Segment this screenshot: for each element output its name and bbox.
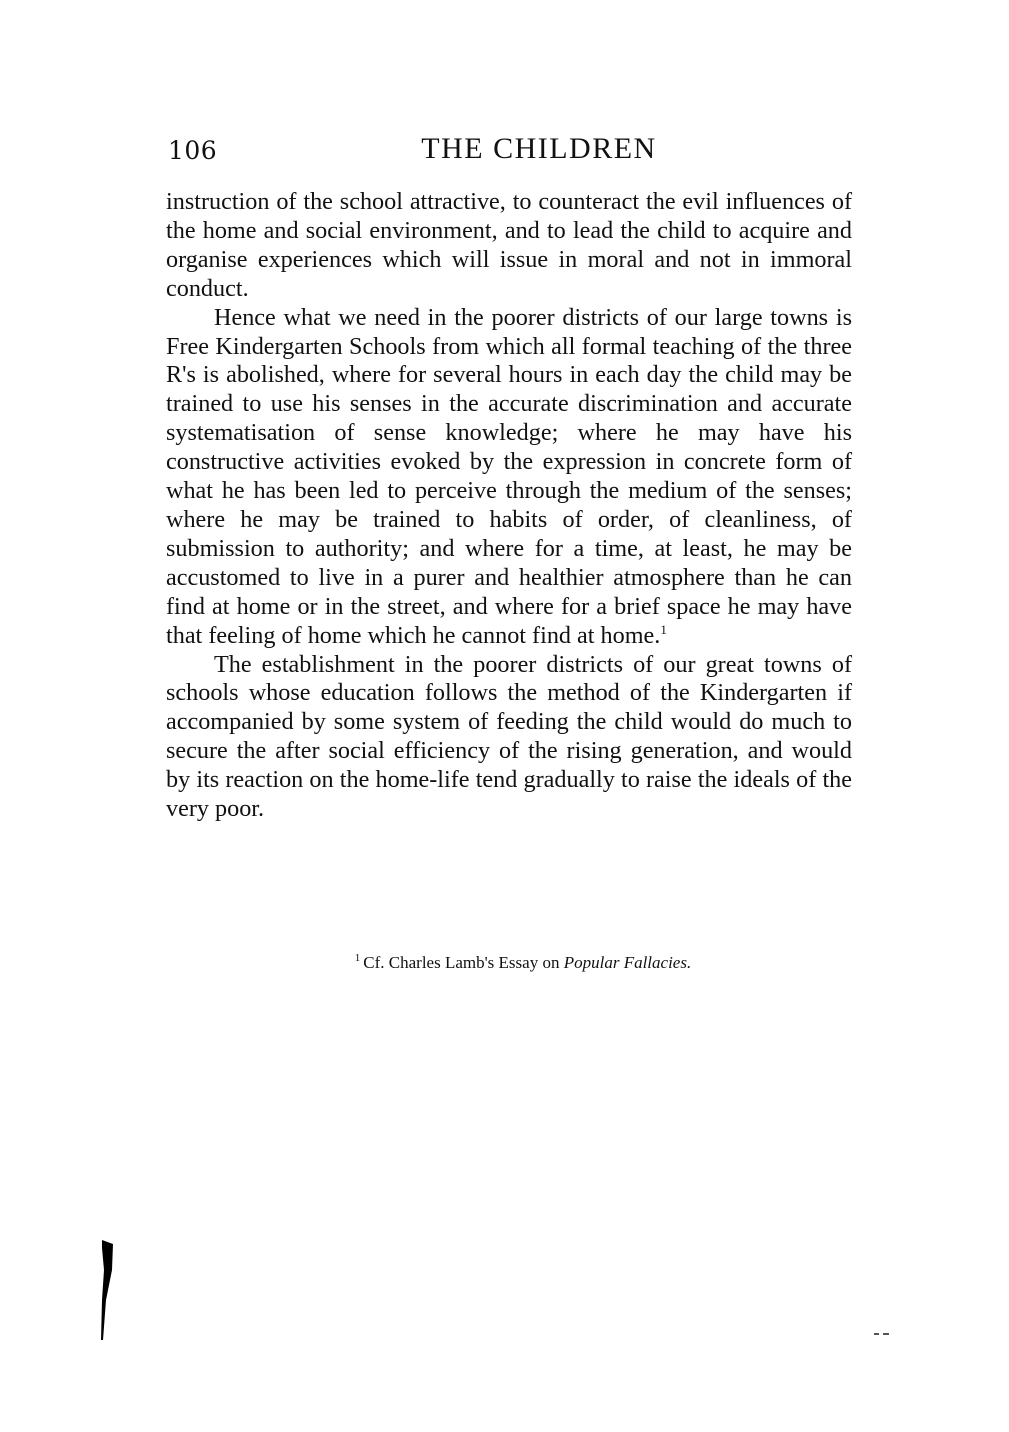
paragraph-continuation: instruction of the school attractive, to counteract the evil influences of the home and social environment, and to lead the child to acquire and organise experiences which will issue in moral and not in immoral conduct. — [166, 188, 852, 302]
running-head — [168, 132, 850, 176]
page-number: 106 — [168, 136, 218, 165]
footnote — [166, 953, 852, 973]
running-title: THE CHILDREN — [421, 132, 657, 165]
paragraph-text: Hence what we need in the poorer districts of our large towns is Free Kindergarten Schools from which all formal teaching of the three R's is abolished, where for several hours in each day the child may be trained to use his senses in the accurate discrimination and accurate systematisation of sense knowledge; where he may have his constructive activities evoked by the expression in concrete form of what he has been led to perceive through the medium of the senses; where he may be trained to habits of order, of cleanliness, of submission to authority; and where for a time, at least, he may be accustomed to live in a purer and healthier atmosphere than he can find at home or in the street, and where for a brief space he may have that feeling of home which he cannot find at home. — [166, 303, 852, 649]
paragraph-establishment: The establishment in the poorer districts of our great towns of schools whose education follows the method of the Kindergarten if accompanied by some system of feeding the child would do much to secure the after social efficiency of the rising generation, and would by its reaction on the home-life tend gradually to raise the ideals of the very poor. — [166, 650, 852, 823]
footnote-number: 1 — [354, 952, 361, 965]
footnote-reference: 1 — [660, 621, 667, 637]
paragraph-kindergarten-schools — [166, 304, 852, 651]
footnote-title: Popular Fallacies. — [563, 953, 692, 972]
scan-artifact-dash — [874, 1332, 890, 1336]
scan-artifact-mark — [100, 1240, 114, 1340]
body-text — [166, 188, 852, 824]
footnote-text: Cf. Charles Lamb's Essay on — [363, 953, 560, 972]
